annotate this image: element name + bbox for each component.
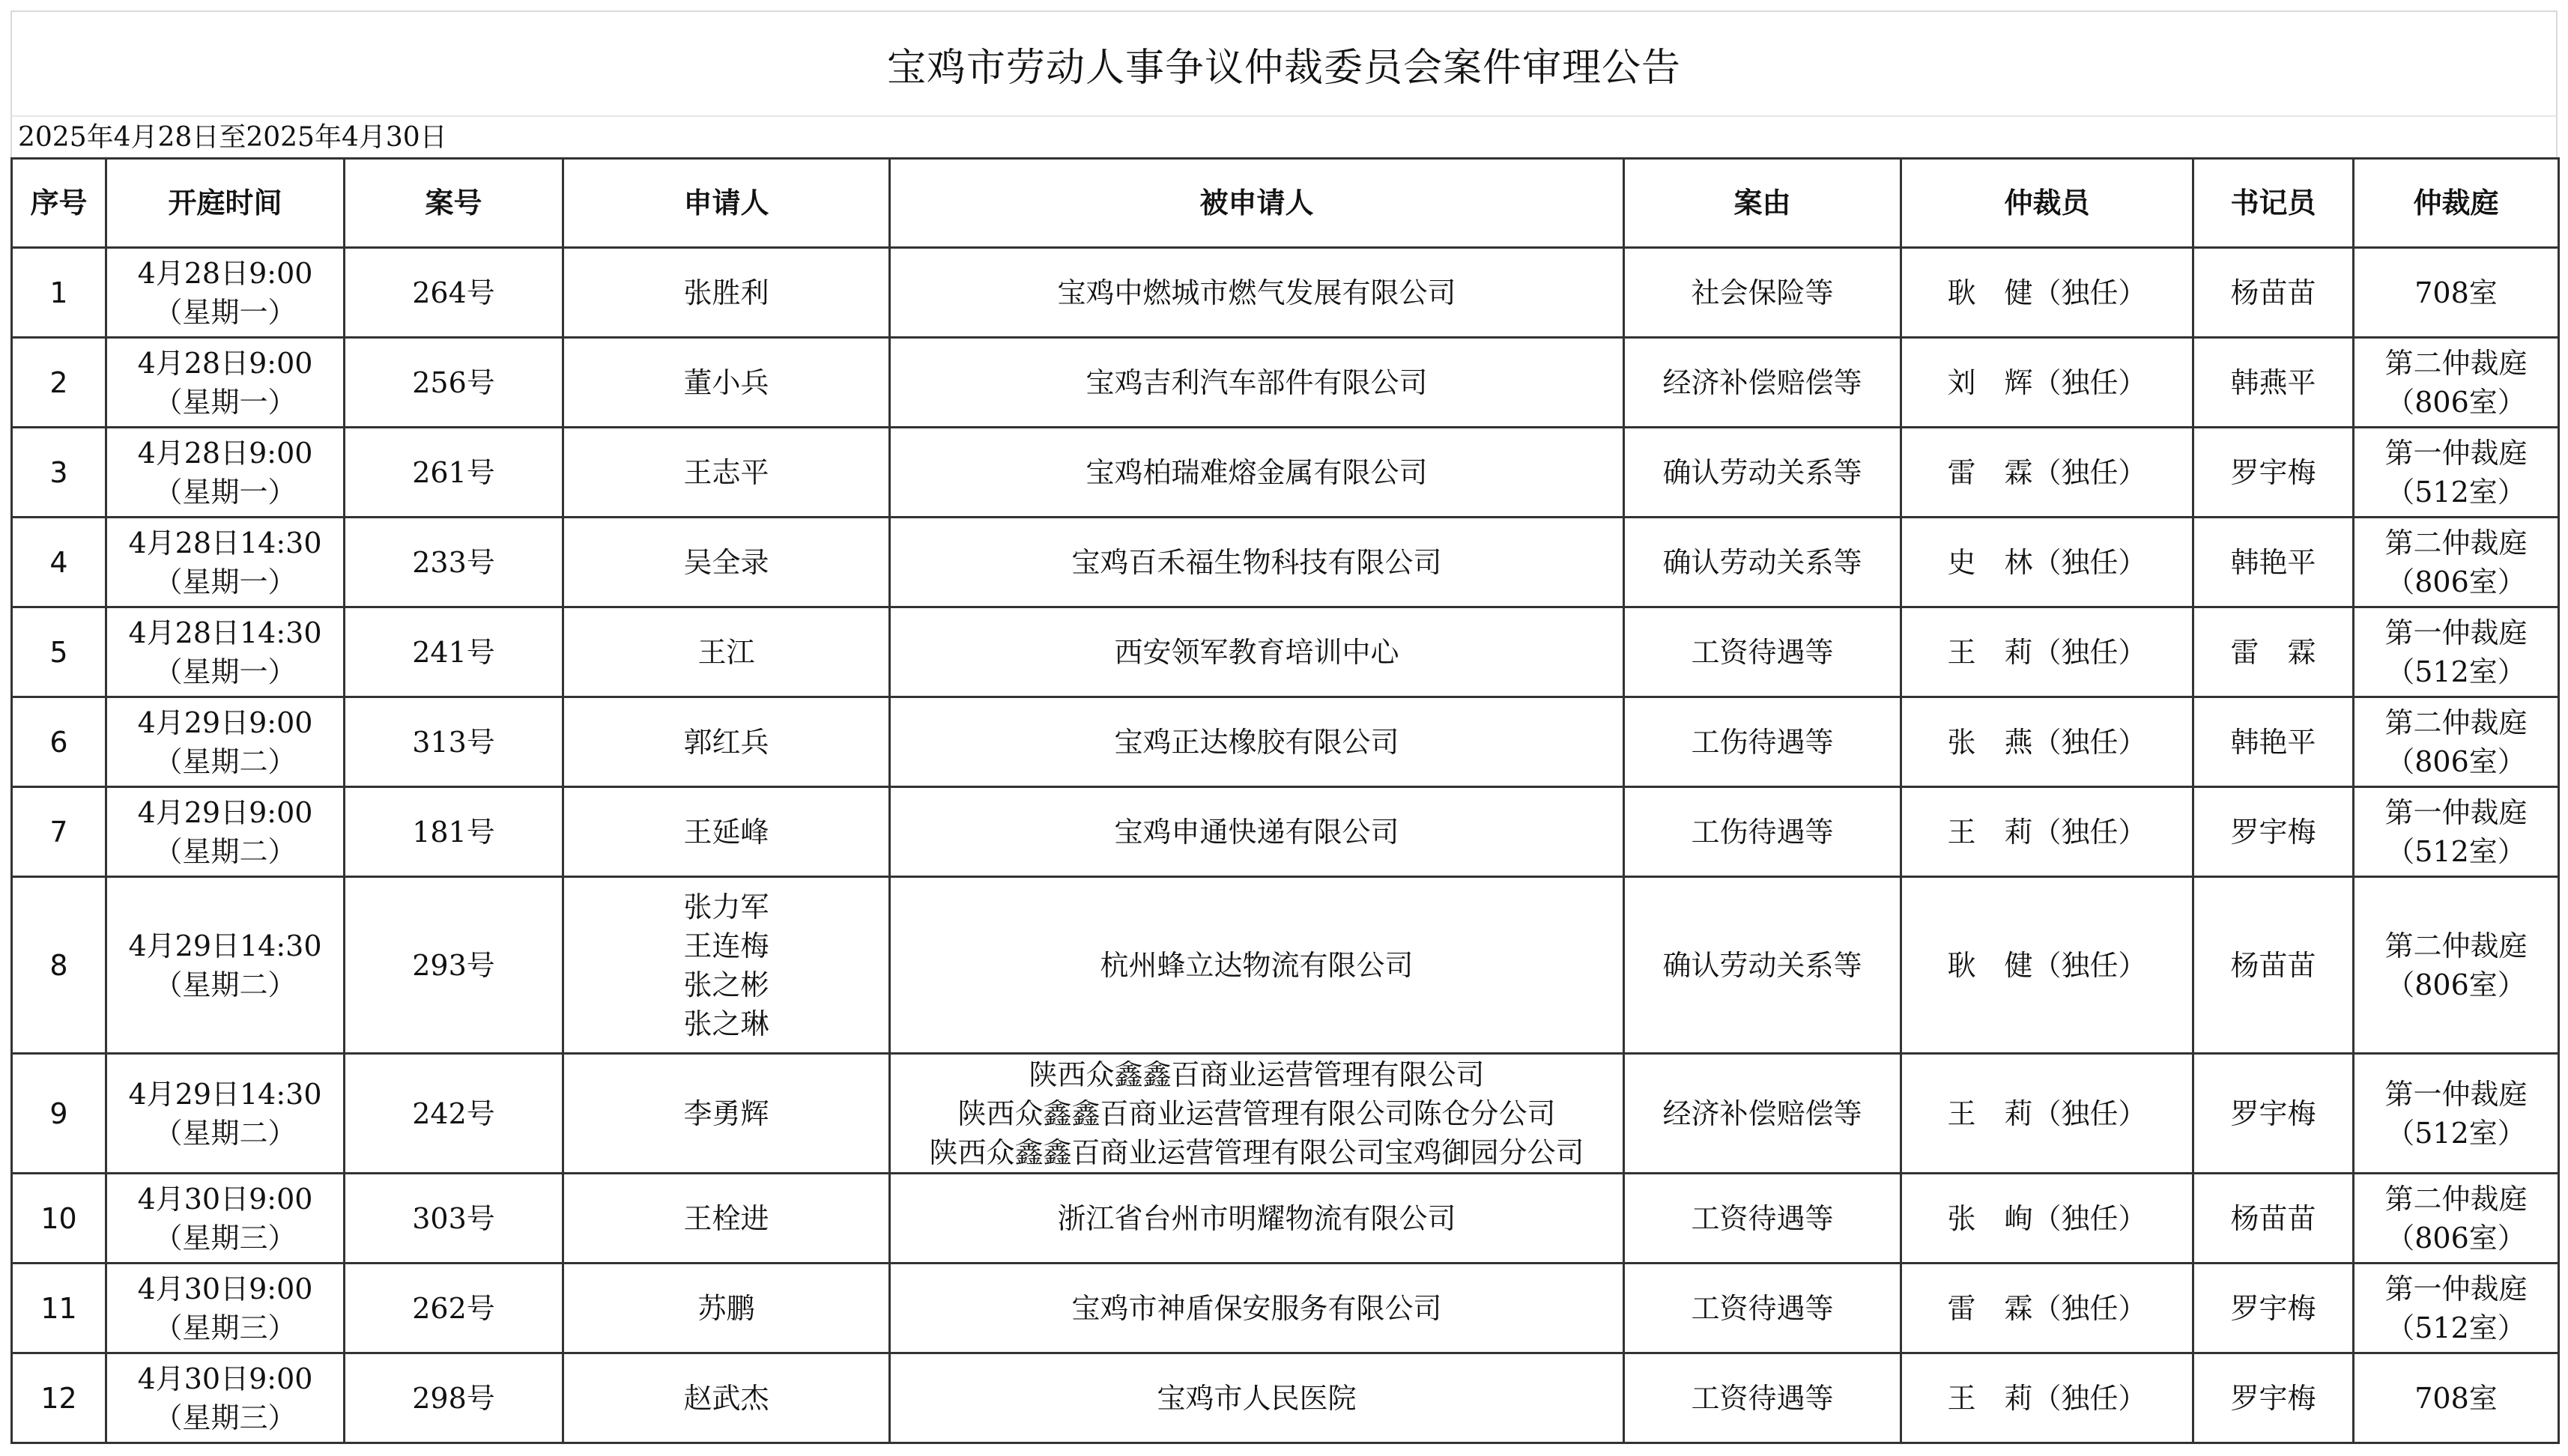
cell-time	[106, 1353, 345, 1443]
cell-respondent-line: 宝鸡申通快递有限公司	[1114, 815, 1399, 849]
cell-court-line: 第一仲裁庭	[2384, 616, 2528, 649]
cell-applicant	[563, 697, 890, 787]
header-cause: 案由	[1624, 159, 1901, 248]
cell-case-no: 298号	[345, 1353, 563, 1443]
cell-respondent	[890, 338, 1624, 428]
cell-respondent	[890, 607, 1624, 697]
cell-court-line: 第一仲裁庭	[2384, 795, 2528, 829]
cell-cause: 工资待遇等	[1624, 607, 1901, 697]
announcement-sheet	[10, 10, 2558, 1444]
cell-time-line: 4月29日14:30	[128, 1077, 322, 1111]
cell-applicant-line: 张之彬	[683, 968, 769, 1001]
cell-time	[106, 1174, 345, 1264]
cell-case-no: 242号	[345, 1054, 563, 1174]
cell-applicant-line: 苏鹏	[697, 1291, 755, 1325]
cell-applicant-line: 张胜利	[683, 276, 769, 309]
cell-clerk: 杨苗苗	[2193, 877, 2354, 1054]
cell-case-no: 293号	[345, 877, 563, 1054]
cell-clerk: 杨苗苗	[2193, 248, 2354, 338]
cell-respondent	[890, 518, 1624, 607]
cell-respondent-line: 宝鸡柏瑞难熔金属有限公司	[1085, 455, 1428, 489]
cell-time-line: （星期二）	[154, 834, 297, 868]
cell-cause: 经济补偿赔偿等	[1624, 1054, 1901, 1174]
cell-clerk: 杨苗苗	[2193, 1174, 2354, 1264]
cell-court	[2354, 787, 2559, 877]
cell-respondent-line: 宝鸡市神盾保安服务有限公司	[1071, 1291, 1442, 1325]
cell-time-line: （星期一）	[154, 655, 297, 688]
cell-respondent	[890, 1174, 1624, 1264]
header-court: 仲裁庭	[2354, 159, 2559, 248]
cell-arbitrator: 雷 霖（独任）	[1901, 428, 2193, 518]
cell-court-line: 第二仲裁庭	[2384, 346, 2528, 380]
cell-respondent-line: 陕西众鑫鑫百商业运营管理有限公司陈仓分公司	[957, 1096, 1556, 1130]
cell-time-line: （星期三）	[154, 1221, 297, 1255]
cell-respondent-line: 陕西众鑫鑫百商业运营管理有限公司宝鸡御园分公司	[929, 1135, 1584, 1169]
table-row	[12, 1264, 2559, 1353]
cell-court-line: 708室	[2414, 276, 2498, 309]
cell-respondent	[890, 248, 1624, 338]
cell-applicant	[563, 428, 890, 518]
table-row	[12, 1174, 2559, 1264]
cell-seq: 12	[12, 1353, 106, 1443]
cell-time-line: 4月28日14:30	[128, 526, 322, 559]
cell-court	[2354, 1174, 2559, 1264]
cell-cause: 社会保险等	[1624, 248, 1901, 338]
cell-clerk: 罗宇梅	[2193, 428, 2354, 518]
cell-court	[2354, 607, 2559, 697]
cell-arbitrator: 耿 健（独任）	[1901, 877, 2193, 1054]
header-seq: 序号	[12, 159, 106, 248]
cell-court-line: （512室）	[2386, 834, 2526, 868]
cell-arbitrator: 王 莉（独任）	[1901, 1054, 2193, 1174]
cell-time-line: （星期三）	[154, 1401, 297, 1434]
cell-court-line: （512室）	[2386, 655, 2526, 688]
cell-clerk: 罗宇梅	[2193, 787, 2354, 877]
table-row	[12, 1353, 2559, 1443]
cell-arbitrator: 耿 健（独任）	[1901, 248, 2193, 338]
cell-time	[106, 518, 345, 607]
cell-arbitrator: 史 林（独任）	[1901, 518, 2193, 607]
cell-respondent	[890, 1353, 1624, 1443]
cell-applicant	[563, 1054, 890, 1174]
cell-time-line: 4月28日9:00	[137, 346, 313, 380]
page-title: 宝鸡市劳动人事争议仲裁委员会案件审理公告	[886, 45, 1681, 91]
cell-respondent-line: 宝鸡中燃城市燃气发展有限公司	[1057, 276, 1456, 309]
cell-arbitrator: 王 莉（独任）	[1901, 787, 2193, 877]
cell-court-line: （806室）	[2386, 744, 2526, 778]
cell-seq: 9	[12, 1054, 106, 1174]
cell-applicant	[563, 1264, 890, 1353]
cell-applicant	[563, 1353, 890, 1443]
cell-court	[2354, 697, 2559, 787]
cell-applicant-line: 吴全录	[683, 545, 769, 579]
cell-respondent	[890, 428, 1624, 518]
header-case-no: 案号	[345, 159, 563, 248]
cell-applicant-line: 王延峰	[683, 815, 769, 849]
cell-arbitrator: 张 燕（独任）	[1901, 697, 2193, 787]
cell-applicant	[563, 877, 890, 1054]
cell-court-line: （512室）	[2386, 1116, 2526, 1150]
cell-case-no: 303号	[345, 1174, 563, 1264]
cell-court	[2354, 428, 2559, 518]
cell-case-no: 313号	[345, 697, 563, 787]
cell-respondent	[890, 877, 1624, 1054]
cell-applicant-line: 张之琳	[683, 1007, 769, 1040]
cell-applicant-line: 张力军	[683, 890, 769, 923]
cell-respondent-line: 陕西众鑫鑫百商业运营管理有限公司	[1029, 1058, 1485, 1091]
cell-applicant-line: 王连梅	[683, 929, 769, 962]
table-row	[12, 248, 2559, 338]
cell-respondent-line: 宝鸡正达橡胶有限公司	[1114, 725, 1399, 759]
cell-time-line: （星期一）	[154, 565, 297, 598]
cell-court-line: 第二仲裁庭	[2384, 929, 2528, 962]
cell-court-line: （806室）	[2386, 385, 2526, 419]
cell-applicant	[563, 248, 890, 338]
cell-case-no: 256号	[345, 338, 563, 428]
cell-time	[106, 338, 345, 428]
cell-court	[2354, 1264, 2559, 1353]
cell-court-line: 第二仲裁庭	[2384, 706, 2528, 739]
cell-time-line: 4月30日9:00	[137, 1362, 313, 1395]
cell-court-line: 第一仲裁庭	[2384, 1272, 2528, 1305]
cell-applicant	[563, 787, 890, 877]
cell-court-line: 第二仲裁庭	[2384, 526, 2528, 559]
cell-time-line: （星期一）	[154, 475, 297, 509]
cell-time-line: 4月30日9:00	[137, 1272, 313, 1305]
cell-respondent-line: 西安领军教育培训中心	[1114, 635, 1399, 669]
cell-court-line: 第二仲裁庭	[2384, 1182, 2528, 1216]
cell-cause: 工资待遇等	[1624, 1174, 1901, 1264]
table-row	[12, 697, 2559, 787]
hearing-schedule-table	[10, 157, 2560, 1444]
cell-time	[106, 697, 345, 787]
cell-respondent-line: 杭州蜂立达物流有限公司	[1100, 948, 1414, 982]
cell-seq: 10	[12, 1174, 106, 1264]
cell-cause: 工伤待遇等	[1624, 787, 1901, 877]
title-box	[10, 10, 2558, 115]
cell-seq: 6	[12, 697, 106, 787]
cell-respondent	[890, 1054, 1624, 1174]
cell-arbitrator: 王 莉（独任）	[1901, 1353, 2193, 1443]
cell-court	[2354, 248, 2559, 338]
cell-time-line: 4月28日14:30	[128, 616, 322, 649]
cell-case-no: 261号	[345, 428, 563, 518]
cell-time-line: 4月29日9:00	[137, 795, 313, 829]
cell-court	[2354, 1054, 2559, 1174]
cell-applicant-line: 王江	[697, 635, 755, 669]
cell-time-line: （星期一）	[154, 295, 297, 329]
cell-applicant-line: 李勇辉	[683, 1096, 769, 1130]
cell-applicant-line: 赵武杰	[683, 1381, 769, 1415]
cell-applicant-line: 郭红兵	[683, 725, 769, 759]
cell-applicant	[563, 518, 890, 607]
cell-seq: 2	[12, 338, 106, 428]
table-row	[12, 428, 2559, 518]
cell-clerk: 韩艳平	[2193, 518, 2354, 607]
cell-time-line: （星期一）	[154, 385, 297, 419]
cell-time-line: （星期二）	[154, 744, 297, 778]
cell-applicant-line: 王栓进	[683, 1201, 769, 1235]
cell-respondent	[890, 787, 1624, 877]
table-row	[12, 787, 2559, 877]
cell-time	[106, 877, 345, 1054]
cell-time	[106, 1264, 345, 1353]
cell-court	[2354, 518, 2559, 607]
cell-respondent	[890, 697, 1624, 787]
header-respondent: 被申请人	[890, 159, 1624, 248]
cell-clerk: 罗宇梅	[2193, 1264, 2354, 1353]
cell-respondent	[890, 1264, 1624, 1353]
cell-seq: 3	[12, 428, 106, 518]
cell-clerk: 罗宇梅	[2193, 1054, 2354, 1174]
cell-time-line: 4月28日9:00	[137, 436, 313, 470]
table-row	[12, 877, 2559, 1054]
cell-court	[2354, 877, 2559, 1054]
cell-case-no: 233号	[345, 518, 563, 607]
table-body	[12, 248, 2559, 1443]
cell-time	[106, 248, 345, 338]
cell-seq: 8	[12, 877, 106, 1054]
header-applicant: 申请人	[563, 159, 890, 248]
cell-time-line: 4月30日9:00	[137, 1182, 313, 1216]
cell-applicant	[563, 338, 890, 428]
cell-clerk: 雷 霖	[2193, 607, 2354, 697]
cell-clerk: 韩燕平	[2193, 338, 2354, 428]
cell-applicant-line: 董小兵	[683, 365, 769, 399]
cell-case-no: 241号	[345, 607, 563, 697]
cell-seq: 7	[12, 787, 106, 877]
cell-case-no: 181号	[345, 787, 563, 877]
cell-cause: 工资待遇等	[1624, 1264, 1901, 1353]
cell-cause: 确认劳动关系等	[1624, 877, 1901, 1054]
cell-case-no: 262号	[345, 1264, 563, 1353]
cell-seq: 4	[12, 518, 106, 607]
cell-respondent-line: 浙江省台州市明耀物流有限公司	[1057, 1201, 1456, 1235]
cell-arbitrator: 张 峋（独任）	[1901, 1174, 2193, 1264]
header-arbitrator: 仲裁员	[1901, 159, 2193, 248]
cell-court-line: （512室）	[2386, 475, 2526, 509]
cell-time	[106, 787, 345, 877]
cell-arbitrator: 刘 辉（独任）	[1901, 338, 2193, 428]
cell-court	[2354, 1353, 2559, 1443]
cell-seq: 5	[12, 607, 106, 697]
cell-time	[106, 428, 345, 518]
table-row	[12, 1054, 2559, 1174]
cell-court-line: 708室	[2414, 1381, 2498, 1415]
cell-applicant	[563, 1174, 890, 1264]
cell-seq: 11	[12, 1264, 106, 1353]
cell-time	[106, 607, 345, 697]
cell-time-line: 4月29日9:00	[137, 706, 313, 739]
cell-cause: 确认劳动关系等	[1624, 428, 1901, 518]
cell-clerk: 罗宇梅	[2193, 1353, 2354, 1443]
cell-time-line: 4月28日9:00	[137, 256, 313, 290]
header-time: 开庭时间	[106, 159, 345, 248]
cell-time	[106, 1054, 345, 1174]
cell-court-line: 第一仲裁庭	[2384, 436, 2528, 470]
cell-court-line: （806室）	[2386, 565, 2526, 598]
cell-arbitrator: 雷 霖（独任）	[1901, 1264, 2193, 1353]
cell-cause: 确认劳动关系等	[1624, 518, 1901, 607]
cell-cause: 经济补偿赔偿等	[1624, 338, 1901, 428]
cell-applicant-line: 王志平	[683, 455, 769, 489]
cell-respondent-line: 宝鸡百禾福生物科技有限公司	[1071, 545, 1442, 579]
header-row	[12, 159, 2559, 248]
cell-applicant	[563, 607, 890, 697]
cell-cause: 工资待遇等	[1624, 1353, 1901, 1443]
cell-time-line: （星期三）	[154, 1311, 297, 1344]
cell-time-line: （星期二）	[154, 968, 297, 1001]
table-row	[12, 607, 2559, 697]
cell-respondent-line: 宝鸡市人民医院	[1157, 1381, 1357, 1415]
cell-time-line: 4月29日14:30	[128, 929, 322, 962]
cell-clerk: 韩艳平	[2193, 697, 2354, 787]
cell-cause: 工伤待遇等	[1624, 697, 1901, 787]
header-clerk: 书记员	[2193, 159, 2354, 248]
cell-seq: 1	[12, 248, 106, 338]
cell-court-line: （512室）	[2386, 1311, 2526, 1344]
table-row	[12, 338, 2559, 428]
cell-court	[2354, 338, 2559, 428]
cell-court-line: 第一仲裁庭	[2384, 1077, 2528, 1111]
cell-court-line: （806室）	[2386, 968, 2526, 1001]
cell-arbitrator: 王 莉（独任）	[1901, 607, 2193, 697]
cell-respondent-line: 宝鸡吉利汽车部件有限公司	[1085, 365, 1428, 399]
table-row	[12, 518, 2559, 607]
cell-court-line: （806室）	[2386, 1221, 2526, 1255]
cell-case-no: 264号	[345, 248, 563, 338]
cell-time-line: （星期二）	[154, 1116, 297, 1150]
date-range: 2025年4月28日至2025年4月30日	[10, 115, 2558, 157]
